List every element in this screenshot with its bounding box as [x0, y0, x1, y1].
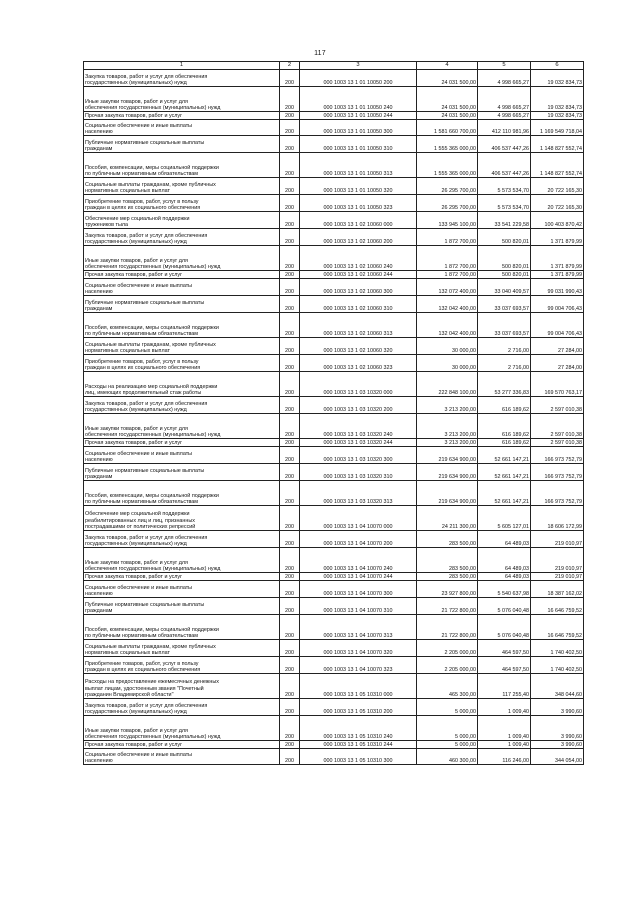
row-name-cell: Социальные выплаты гражданам, кроме публичных нормативных социальных выплат [84, 338, 280, 355]
budget-classification-code-cell: 000 1003 13 1 04 10070 200 [300, 531, 417, 548]
line-code-cell: 200 [280, 136, 300, 153]
approved-amount-cell: 26 295 700,00 [417, 195, 478, 212]
table-row [84, 372, 584, 397]
line-code-cell: 200 [280, 439, 300, 447]
row-name-cell: Прочая закупка товаров, работ и услуг [84, 741, 280, 749]
unexecuted-amount-cell: 1 148 827 552,74 [531, 153, 584, 178]
table-row [84, 296, 584, 313]
row-name-cell: Пособия, компенсации, меры социальной поддержки по публичным нормативным обязательствам [84, 313, 280, 338]
executed-amount-cell: 33 037 693,57 [478, 313, 531, 338]
table-row [84, 414, 584, 439]
budget-classification-code-cell: 000 1003 13 1 02 10060 310 [300, 296, 417, 313]
line-code-cell: 200 [280, 640, 300, 657]
budget-classification-code-cell: 000 1003 13 1 01 10050 310 [300, 136, 417, 153]
row-name-cell: Прочая закупка товаров, работ и услуг [84, 573, 280, 581]
line-code-cell: 200 [280, 464, 300, 481]
budget-classification-code-cell: 000 1003 13 1 01 10050 200 [300, 70, 417, 87]
approved-amount-cell: 460 300,00 [417, 749, 478, 765]
line-code-cell: 200 [280, 414, 300, 439]
unexecuted-amount-cell: 1 371 879,99 [531, 246, 584, 271]
executed-amount-cell: 412 110 981,96 [478, 120, 531, 136]
budget-classification-code-cell: 000 1003 13 1 04 10070 000 [300, 506, 417, 531]
unexecuted-amount-cell: 1 740 402,50 [531, 640, 584, 657]
unexecuted-amount-cell: 18 606 172,99 [531, 506, 584, 531]
budget-classification-code-cell: 000 1003 13 1 04 10070 313 [300, 615, 417, 640]
executed-amount-cell: 1 009,40 [478, 741, 531, 749]
approved-amount-cell: 21 722 800,00 [417, 598, 478, 615]
approved-amount-cell: 5 000,00 [417, 716, 478, 741]
approved-amount-cell: 21 722 800,00 [417, 615, 478, 640]
executed-amount-cell: 616 189,62 [478, 397, 531, 414]
unexecuted-amount-cell: 2 597 010,38 [531, 439, 584, 447]
table-row [84, 279, 584, 296]
executed-amount-cell: 2 716,00 [478, 355, 531, 372]
table-row [84, 464, 584, 481]
unexecuted-amount-cell: 3 990,60 [531, 716, 584, 741]
budget-classification-code-cell: 000 1003 13 1 02 10060 323 [300, 355, 417, 372]
line-code-cell: 200 [280, 615, 300, 640]
executed-amount-cell: 406 537 447,26 [478, 153, 531, 178]
row-name-cell: Социальное обеспечение и иные выплаты населению [84, 581, 280, 598]
budget-classification-code-cell: 000 1003 13 1 04 10070 320 [300, 640, 417, 657]
approved-amount-cell: 26 295 700,00 [417, 178, 478, 195]
budget-classification-code-cell: 000 1003 13 1 03 10320 000 [300, 372, 417, 397]
approved-amount-cell: 1 555 365 000,00 [417, 153, 478, 178]
unexecuted-amount-cell: 1 169 549 718,04 [531, 120, 584, 136]
budget-classification-code-cell: 000 1003 13 1 02 10060 000 [300, 212, 417, 229]
column-number: 5 [478, 62, 531, 70]
column-number-row [84, 62, 584, 70]
budget-classification-code-cell: 000 1003 13 1 02 10060 313 [300, 313, 417, 338]
table-row [84, 212, 584, 229]
unexecuted-amount-cell: 219 010,97 [531, 531, 584, 548]
table-row [84, 338, 584, 355]
row-name-cell: Публичные нормативные социальные выплаты гражданам [84, 464, 280, 481]
table-row [84, 699, 584, 716]
line-code-cell: 200 [280, 598, 300, 615]
budget-classification-code-cell: 000 1003 13 1 03 10320 300 [300, 447, 417, 464]
table-row [84, 120, 584, 136]
row-name-cell: Социальное обеспечение и иные выплаты населению [84, 749, 280, 765]
executed-amount-cell: 464 597,50 [478, 640, 531, 657]
table-row [84, 716, 584, 741]
budget-classification-code-cell: 000 1003 13 1 01 10050 313 [300, 153, 417, 178]
table-row [84, 573, 584, 581]
approved-amount-cell: 133 945 100,00 [417, 212, 478, 229]
line-code-cell: 200 [280, 70, 300, 87]
approved-amount-cell: 24 031 500,00 [417, 112, 478, 120]
row-name-cell: Социальное обеспечение и иные выплаты населению [84, 279, 280, 296]
budget-classification-code-cell: 000 1003 13 1 01 10050 244 [300, 112, 417, 120]
approved-amount-cell: 1 872 700,00 [417, 271, 478, 279]
budget-classification-code-cell: 000 1003 13 1 05 10310 200 [300, 699, 417, 716]
approved-amount-cell: 1 581 660 700,00 [417, 120, 478, 136]
executed-amount-cell: 53 277 336,83 [478, 372, 531, 397]
line-code-cell: 200 [280, 674, 300, 699]
unexecuted-amount-cell: 19 032 834,73 [531, 70, 584, 87]
approved-amount-cell: 132 042 400,00 [417, 313, 478, 338]
unexecuted-amount-cell: 344 054,00 [531, 749, 584, 765]
executed-amount-cell: 52 661 147,21 [478, 481, 531, 506]
budget-classification-code-cell: 000 1003 13 1 03 10320 200 [300, 397, 417, 414]
unexecuted-amount-cell: 219 010,97 [531, 548, 584, 573]
budget-classification-code-cell: 000 1003 13 1 04 10070 323 [300, 657, 417, 674]
unexecuted-amount-cell: 1 371 879,99 [531, 229, 584, 246]
row-name-cell: Социальное обеспечение и иные выплаты населению [84, 447, 280, 464]
approved-amount-cell: 30 000,00 [417, 355, 478, 372]
row-name-cell: Прочая закупка товаров, работ и услуг [84, 439, 280, 447]
column-number: 3 [300, 62, 417, 70]
budget-classification-code-cell: 000 1003 13 1 02 10060 240 [300, 246, 417, 271]
table-row [84, 87, 584, 112]
table-row [84, 640, 584, 657]
budget-classification-code-cell: 000 1003 13 1 02 10060 200 [300, 229, 417, 246]
row-name-cell: Обеспечение мер социальной поддержки реабилитированных лиц и лиц, признанных пострадавшими от политических репрессий [84, 506, 280, 531]
approved-amount-cell: 219 634 900,00 [417, 464, 478, 481]
executed-amount-cell: 5 076 040,48 [478, 615, 531, 640]
row-name-cell: Расходы на предоставление ежемесячных денежных выплат лицам, удостоенным звания "Почетный гражданин Владимирской области" [84, 674, 280, 699]
budget-execution-table [83, 61, 584, 765]
budget-classification-code-cell: 000 1003 13 1 02 10060 244 [300, 271, 417, 279]
budget-classification-code-cell: 000 1003 13 1 02 10060 320 [300, 338, 417, 355]
approved-amount-cell: 132 042 400,00 [417, 296, 478, 313]
row-name-cell: Публичные нормативные социальные выплаты гражданам [84, 136, 280, 153]
row-name-cell: Иные закупки товаров, работ и услуг для обеспечения государственных (муниципальных) нужд [84, 414, 280, 439]
line-code-cell: 200 [280, 178, 300, 195]
row-name-cell: Публичные нормативные социальные выплаты гражданам [84, 296, 280, 313]
column-number: 2 [280, 62, 300, 70]
approved-amount-cell: 219 634 900,00 [417, 447, 478, 464]
row-name-cell: Пособия, компенсации, меры социальной поддержки по публичным нормативным обязательствам [84, 615, 280, 640]
budget-classification-code-cell: 000 1003 13 1 02 10060 300 [300, 279, 417, 296]
unexecuted-amount-cell: 19 032 834,73 [531, 112, 584, 120]
table-row [84, 506, 584, 531]
executed-amount-cell: 4 998 665,27 [478, 87, 531, 112]
row-name-cell: Социальные выплаты гражданам, кроме публичных нормативных социальных выплат [84, 178, 280, 195]
row-name-cell: Приобретение товаров, работ, услуг в пользу граждан в целях их социального обеспечения [84, 355, 280, 372]
unexecuted-amount-cell: 16 646 759,52 [531, 598, 584, 615]
row-name-cell: Пособия, компенсации, меры социальной поддержки по публичным нормативным обязательствам [84, 481, 280, 506]
line-code-cell: 200 [280, 271, 300, 279]
line-code-cell: 200 [280, 229, 300, 246]
unexecuted-amount-cell: 3 990,60 [531, 741, 584, 749]
approved-amount-cell: 3 213 200,00 [417, 414, 478, 439]
unexecuted-amount-cell: 166 973 752,79 [531, 464, 584, 481]
executed-amount-cell: 616 189,62 [478, 439, 531, 447]
row-name-cell: Обеспечение мер социальной поддержки тружеников тыла [84, 212, 280, 229]
approved-amount-cell: 23 927 800,00 [417, 581, 478, 598]
line-code-cell: 200 [280, 531, 300, 548]
unexecuted-amount-cell: 20 722 165,30 [531, 195, 584, 212]
approved-amount-cell: 283 500,00 [417, 531, 478, 548]
unexecuted-amount-cell: 16 646 759,52 [531, 615, 584, 640]
table-row [84, 246, 584, 271]
line-code-cell: 200 [280, 481, 300, 506]
line-code-cell: 200 [280, 581, 300, 598]
executed-amount-cell: 52 661 147,21 [478, 447, 531, 464]
line-code-cell: 200 [280, 397, 300, 414]
executed-amount-cell: 5 076 040,48 [478, 598, 531, 615]
line-code-cell: 200 [280, 447, 300, 464]
page-number: 117 [314, 50, 326, 57]
row-name-cell: Прочая закупка товаров, работ и услуг [84, 271, 280, 279]
budget-classification-code-cell: 000 1003 13 1 03 10320 310 [300, 464, 417, 481]
table-row [84, 598, 584, 615]
executed-amount-cell: 500 820,01 [478, 246, 531, 271]
executed-amount-cell: 406 537 447,26 [478, 136, 531, 153]
budget-classification-code-cell: 000 1003 13 1 01 10050 320 [300, 178, 417, 195]
executed-amount-cell: 5 573 534,70 [478, 195, 531, 212]
table-row [84, 178, 584, 195]
budget-classification-code-cell: 000 1003 13 1 03 10320 240 [300, 414, 417, 439]
unexecuted-amount-cell: 20 722 165,30 [531, 178, 584, 195]
row-name-cell: Закупка товаров, работ и услуг для обеспечения государственных (муниципальных) нужд [84, 70, 280, 87]
executed-amount-cell: 4 998 665,27 [478, 112, 531, 120]
table-row [84, 749, 584, 765]
approved-amount-cell: 30 000,00 [417, 338, 478, 355]
line-code-cell: 200 [280, 279, 300, 296]
executed-amount-cell: 33 037 693,57 [478, 296, 531, 313]
row-name-cell: Публичные нормативные социальные выплаты гражданам [84, 598, 280, 615]
line-code-cell: 200 [280, 372, 300, 397]
unexecuted-amount-cell: 99 031 990,43 [531, 279, 584, 296]
unexecuted-amount-cell: 1 148 827 552,74 [531, 136, 584, 153]
unexecuted-amount-cell: 1 740 402,50 [531, 657, 584, 674]
approved-amount-cell: 283 500,00 [417, 573, 478, 581]
row-name-cell: Закупка товаров, работ и услуг для обеспечения государственных (муниципальных) нужд [84, 699, 280, 716]
budget-classification-code-cell: 000 1003 13 1 05 10310 240 [300, 716, 417, 741]
approved-amount-cell: 24 211 300,00 [417, 506, 478, 531]
table-row [84, 657, 584, 674]
executed-amount-cell: 33 040 409,57 [478, 279, 531, 296]
unexecuted-amount-cell: 169 570 763,17 [531, 372, 584, 397]
table-row [84, 741, 584, 749]
line-code-cell: 200 [280, 355, 300, 372]
executed-amount-cell: 5 605 127,01 [478, 506, 531, 531]
budget-classification-code-cell: 000 1003 13 1 05 10310 244 [300, 741, 417, 749]
budget-classification-code-cell: 000 1003 13 1 01 10050 300 [300, 120, 417, 136]
unexecuted-amount-cell: 27 284,00 [531, 355, 584, 372]
table-row [84, 313, 584, 338]
budget-classification-code-cell: 000 1003 13 1 04 10070 240 [300, 548, 417, 573]
executed-amount-cell: 1 009,40 [478, 699, 531, 716]
row-name-cell: Закупка товаров, работ и услуг для обеспечения государственных (муниципальных) нужд [84, 397, 280, 414]
table-row [84, 355, 584, 372]
row-name-cell: Закупка товаров, работ и услуг для обеспечения государственных (муниципальных) нужд [84, 531, 280, 548]
line-code-cell: 200 [280, 313, 300, 338]
approved-amount-cell: 132 072 400,00 [417, 279, 478, 296]
row-name-cell: Иные закупки товаров, работ и услуг для обеспечения государственных (муниципальных) нужд [84, 716, 280, 741]
line-code-cell: 200 [280, 338, 300, 355]
budget-classification-code-cell: 000 1003 13 1 04 10070 310 [300, 598, 417, 615]
executed-amount-cell: 116 246,00 [478, 749, 531, 765]
row-name-cell: Расходы на реализацию мер социальной поддержки лиц, имеющих продолжительный стаж работы [84, 372, 280, 397]
row-name-cell: Социальные выплаты гражданам, кроме публичных нормативных социальных выплат [84, 640, 280, 657]
table-row [84, 195, 584, 212]
budget-classification-code-cell: 000 1003 13 1 01 10050 323 [300, 195, 417, 212]
line-code-cell: 200 [280, 749, 300, 765]
executed-amount-cell: 1 009,40 [478, 716, 531, 741]
executed-amount-cell: 64 489,03 [478, 531, 531, 548]
unexecuted-amount-cell: 1 371 879,99 [531, 271, 584, 279]
unexecuted-amount-cell: 2 597 010,38 [531, 414, 584, 439]
approved-amount-cell: 5 000,00 [417, 699, 478, 716]
unexecuted-amount-cell: 166 973 752,79 [531, 481, 584, 506]
table-row [84, 397, 584, 414]
executed-amount-cell: 500 820,01 [478, 271, 531, 279]
line-code-cell: 200 [280, 212, 300, 229]
unexecuted-amount-cell: 348 044,60 [531, 674, 584, 699]
approved-amount-cell: 24 031 500,00 [417, 70, 478, 87]
line-code-cell: 200 [280, 573, 300, 581]
approved-amount-cell: 1 872 700,00 [417, 246, 478, 271]
row-name-cell: Закупка товаров, работ и услуг для обеспечения государственных (муниципальных) нужд [84, 229, 280, 246]
approved-amount-cell: 3 213 200,00 [417, 397, 478, 414]
unexecuted-amount-cell: 219 010,97 [531, 573, 584, 581]
approved-amount-cell: 2 205 000,00 [417, 657, 478, 674]
table-row [84, 153, 584, 178]
table-row [84, 271, 584, 279]
executed-amount-cell: 33 541 229,58 [478, 212, 531, 229]
approved-amount-cell: 219 634 900,00 [417, 481, 478, 506]
executed-amount-cell: 500 820,01 [478, 229, 531, 246]
budget-classification-code-cell: 000 1003 13 1 01 10050 240 [300, 87, 417, 112]
approved-amount-cell: 2 205 000,00 [417, 640, 478, 657]
executed-amount-cell: 64 489,03 [478, 548, 531, 573]
executed-amount-cell: 5 540 637,98 [478, 581, 531, 598]
line-code-cell: 200 [280, 112, 300, 120]
line-code-cell: 200 [280, 296, 300, 313]
line-code-cell: 200 [280, 87, 300, 112]
executed-amount-cell: 616 189,62 [478, 414, 531, 439]
table-row [84, 581, 584, 598]
table-row [84, 481, 584, 506]
column-number: 1 [84, 62, 280, 70]
line-code-cell: 200 [280, 716, 300, 741]
unexecuted-amount-cell: 3 990,60 [531, 699, 584, 716]
unexecuted-amount-cell: 2 597 010,38 [531, 397, 584, 414]
budget-classification-code-cell: 000 1003 13 1 03 10320 244 [300, 439, 417, 447]
table-row [84, 112, 584, 120]
unexecuted-amount-cell: 166 973 752,79 [531, 447, 584, 464]
unexecuted-amount-cell: 19 032 834,73 [531, 87, 584, 112]
table-row [84, 136, 584, 153]
budget-classification-code-cell: 000 1003 13 1 04 10070 300 [300, 581, 417, 598]
row-name-cell: Иные закупки товаров, работ и услуг для обеспечения государственных (муниципальных) нужд [84, 548, 280, 573]
table-row [84, 447, 584, 464]
approved-amount-cell: 5 000,00 [417, 741, 478, 749]
table-row [84, 439, 584, 447]
line-code-cell: 200 [280, 699, 300, 716]
unexecuted-amount-cell: 18 387 162,02 [531, 581, 584, 598]
line-code-cell: 200 [280, 153, 300, 178]
unexecuted-amount-cell: 100 403 870,42 [531, 212, 584, 229]
row-name-cell: Приобретение товаров, работ, услуг в пользу граждан в целях их социального обеспечения [84, 195, 280, 212]
row-name-cell: Прочая закупка товаров, работ и услуг [84, 112, 280, 120]
executed-amount-cell: 5 573 534,70 [478, 178, 531, 195]
line-code-cell: 200 [280, 195, 300, 212]
unexecuted-amount-cell: 99 004 706,43 [531, 313, 584, 338]
table-row [84, 548, 584, 573]
row-name-cell: Социальное обеспечение и иные выплаты населению [84, 120, 280, 136]
column-number: 4 [417, 62, 478, 70]
executed-amount-cell: 117 255,40 [478, 674, 531, 699]
approved-amount-cell: 222 848 100,00 [417, 372, 478, 397]
line-code-cell: 200 [280, 246, 300, 271]
line-code-cell: 200 [280, 741, 300, 749]
row-name-cell: Пособия, компенсации, меры социальной поддержки по публичным нормативным обязательствам [84, 153, 280, 178]
table-row [84, 531, 584, 548]
row-name-cell: Приобретение товаров, работ, услуг в пользу граждан в целях их социального обеспечения [84, 657, 280, 674]
table-row [84, 229, 584, 246]
executed-amount-cell: 52 661 147,21 [478, 464, 531, 481]
budget-classification-code-cell: 000 1003 13 1 05 10310 300 [300, 749, 417, 765]
table-row [84, 615, 584, 640]
budget-classification-code-cell: 000 1003 13 1 05 10310 000 [300, 674, 417, 699]
approved-amount-cell: 1 555 365 000,00 [417, 136, 478, 153]
row-name-cell: Иные закупки товаров, работ и услуг для обеспечения государственных (муниципальных) нужд [84, 87, 280, 112]
executed-amount-cell: 4 998 665,27 [478, 70, 531, 87]
line-code-cell: 200 [280, 120, 300, 136]
executed-amount-cell: 64 489,03 [478, 573, 531, 581]
column-number: 6 [531, 62, 584, 70]
line-code-cell: 200 [280, 506, 300, 531]
table-row [84, 674, 584, 699]
line-code-cell: 200 [280, 657, 300, 674]
approved-amount-cell: 24 031 500,00 [417, 87, 478, 112]
table-row [84, 70, 584, 87]
budget-classification-code-cell: 000 1003 13 1 03 10320 313 [300, 481, 417, 506]
approved-amount-cell: 283 500,00 [417, 548, 478, 573]
executed-amount-cell: 464 597,50 [478, 657, 531, 674]
unexecuted-amount-cell: 27 284,00 [531, 338, 584, 355]
line-code-cell: 200 [280, 548, 300, 573]
executed-amount-cell: 2 716,00 [478, 338, 531, 355]
budget-classification-code-cell: 000 1003 13 1 04 10070 244 [300, 573, 417, 581]
approved-amount-cell: 465 300,00 [417, 674, 478, 699]
approved-amount-cell: 3 213 200,00 [417, 439, 478, 447]
unexecuted-amount-cell: 99 004 706,43 [531, 296, 584, 313]
row-name-cell: Иные закупки товаров, работ и услуг для обеспечения государственных (муниципальных) нужд [84, 246, 280, 271]
approved-amount-cell: 1 872 700,00 [417, 229, 478, 246]
